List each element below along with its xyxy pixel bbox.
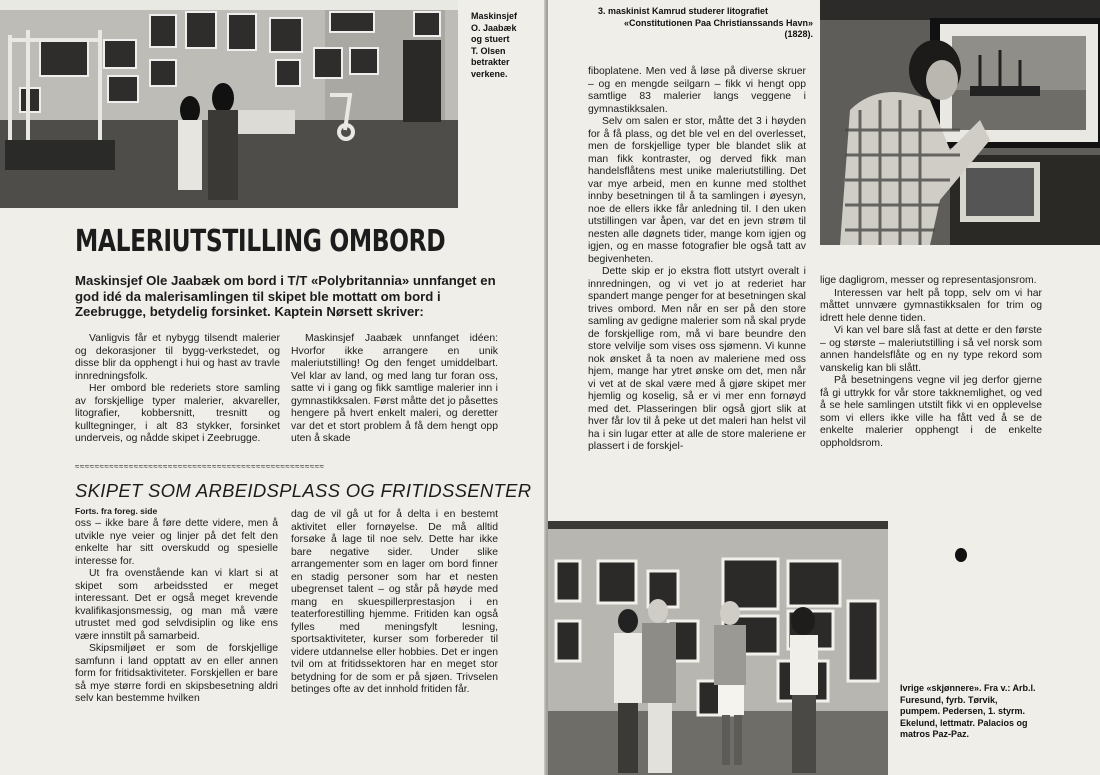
caption-line: T. Olsen: [471, 45, 506, 56]
caption-line: (1828).: [784, 29, 813, 39]
right-column-1: [588, 66, 806, 454]
article-column-3: [75, 518, 278, 706]
paragraph: oss – ikke bare å føre dette videre, men å utvikle nye veier og linjer på det felt den enkelte har sitt overskudd og spesielle interesse for.: [75, 518, 278, 567]
lithograph-photo: [820, 0, 1100, 245]
article-column-4: [291, 509, 498, 697]
right-page: [548, 0, 1100, 775]
article-headline: MALERIUTSTILLING OMBORD: [75, 224, 446, 259]
bullet-dot: [955, 548, 967, 562]
continued-label: Forts. fra foreg. side: [75, 506, 158, 516]
top-caption: [598, 6, 813, 41]
section-subhead: SKIPET SOM ARBEIDSPLASS OG FRITIDSSENTER: [75, 480, 532, 501]
paragraph: Vanligvis får et nybygg tilsendt malerier og dekorasjoner til bygg-verkstedet, og disse blir da opphengt i hui og hast av travle innredningsfolk.: [75, 333, 280, 382]
caption-line: verkene.: [471, 68, 508, 79]
caption-line: O. Jaabæk: [471, 22, 517, 33]
right-column-2: [820, 275, 1042, 450]
caption-line: matros Paz-Paz.: [900, 729, 970, 739]
ornamental-divider: ≈≈≈≈≈≈≈≈≈≈≈≈≈≈≈≈≈≈≈≈≈≈≈≈≈≈≈≈≈≈≈≈≈≈≈≈≈≈≈≈≈≈≈≈≈≈≈≈≈≈≈: [75, 463, 325, 471]
caption-line: pumpem. Pedersen, 1. styrm.: [900, 706, 1026, 716]
paragraph: Interessen var helt på topp, selv om vi har måttet unnvære gymnastikksalen for trim og idrett hele denne tiden.: [820, 287, 1042, 324]
crew-viewing-photo: [548, 521, 888, 775]
paragraph: dag de vil gå ut for å delta i en bestemt aktivitet eller fornøyelse. De må alltid forsøke å lage til noe selv. Dette har ikke bare negative sider. Under slike arrangementer som en lager om bord finner en stadig personer som har et nesten ubegrenset talent – og står på høyde med mang en skuespillerprestasjon i en teaterforestilling hjemme. Fritiden kan også fylles med meningsfylt lesning, sportsaktiviteter, kurser som forbereder til videre utdannelse eller hobbies. Det er ingen tvil om at fritidssektoren har en meget stor betydning for de som er på sjøen. Trivselen betinges ofte av det innhold fritiden får.: [291, 509, 498, 695]
article-column-2: [291, 333, 498, 446]
paragraph: Her ombord ble rederiets store samling av forskjellige typer malerier, akvareller, litografier, kobbersnitt, tresnitt og kulltegninger, i alt 83 stykker, forsinket underveis, og nådde skipet i Zeebrugge.: [75, 383, 280, 444]
caption-line: og stuert: [471, 34, 510, 44]
caption-line: Maskinsjef: [471, 11, 518, 21]
caption-line: Furesund, fyrb. Tørvik,: [900, 694, 998, 705]
gym-exhibition-photo: [0, 0, 458, 208]
paragraph: På besetningens vegne vil jeg derfor gjerne få gi uttrykk for vår store takknemlighet, og ved å se hele samlingen utstilt fikk vi en opplevelse som vi ellers ikke ville ha fått ved å se de enkelte malerier opphengt i de enkelte oppholdsrom.: [820, 375, 1042, 449]
paragraph: Vi kan vel bare slå fast at dette er den første – og største – maleriutstilling i så vel norsk som annen handelsflåte og en ny type rekord som vanskelig kan bli slått.: [820, 325, 1042, 374]
article-lead: Maskinsjef Ole Jaabæk om bord i T/T «Polybritannia» unnfanget en god idé da malerisamlingen til skipet ble mottatt om bord i Zeebrugge, betydelig forsinket. Kaptein Nørsett skriver:: [75, 273, 496, 319]
left-page: [0, 0, 546, 775]
paragraph: Selv om salen er stor, måtte det 3 i høyden for å få plass, og det ble vel en del overlesset, men de forskjellige typer ble blandet slik at man fikk kontraster, og derved fikk man handelsflåtens mest unike maleriutstilling. Det var mye arbeid, men en kunne med stolthet innby besetningen til å ta samlingen i øyesyn, noe de ellers ikke får anledning til. I den uken utstillingen var åpen, var det en jevn strøm til nesten alle døgnets tider, mange kom igjen og igjen, og en masse fotografier ble også tatt av begivenheten.: [588, 116, 806, 265]
top-photo-caption: [471, 11, 543, 80]
bottom-photo-caption: [900, 683, 1090, 741]
caption-line: 3. maskinist Kamrud studerer litografiet: [598, 6, 769, 16]
article-column-1: [75, 333, 280, 446]
caption-line: Ivrige «skjønnere». Fra v.: Arb.l.: [900, 683, 1036, 693]
caption-line: betrakter: [471, 57, 510, 67]
paragraph: Skipsmiljøet er som de forskjellige samfunn i land opptatt av en eller annen form for fritidsaktiviteter. Forskjellen er bare så mye større fordi en skipsbesetning aldri selv kan bestemme hvilken: [75, 643, 278, 704]
caption-line: Ekelund, lettmatr. Palacios og: [900, 717, 1028, 728]
caption-line: «Constitutionen Paa Christianssands Havn»: [623, 17, 813, 28]
paragraph: fiboplatene. Men ved å løse på diverse skruer – og en mengde seilgarn – fikk vi hengt opp samtlige 83 malerier langs veggene i gymnastikksalen.: [588, 66, 806, 115]
paragraph: lige dagligrom, messer og representasjonsrom.: [820, 275, 1037, 286]
paragraph: Ut fra ovenstående kan vi klart si at skipet som arbeidssted er meget interessant. Det er også meget krevende kvalifikasjonsmessig, og man må være utrustet med god selvdisiplin og like ens være innstilt på samarbeid.: [75, 568, 278, 642]
paragraph: Maskinsjef Jaabæk unnfanget idéen: Hvorfor ikke arrangere en unik maleriutstilling! Og den fenget umiddelbart. Vel klar av land, og med lang tur foran oss, satte vi i gang og fikk samtlige malerier inn i gymnastikksalen. Først måtte det jo påsettes hengere på hvert enkelt maleri, og deretter var det et stort problem å få dem hengt opp uten å skade: [291, 333, 498, 444]
paragraph: Dette skip er jo ekstra flott utstyrt overalt i innredningen, og vi vet jo at rederiet har spandert mange penger for at besetningen skal trives ombord. Men når en ser på den store samling av gedigne malerier som nå skal pryde de forskjellige rom, må vi bare beundre den store velvilje som vises oss sjømenn. Vi kunne nok ønsket å ta noen av maleriene med oss hjem, mange har ytret ønske om det, men når vi vet at de skal være med å gjøre skipet mer hjemlig og koselig, så er vi mer enn fornøyd med det. Plasseringen blir også gjort slik at hver får lov til å peke ut det maleri han helst vil ha i sin lugar etter at alle de store maleriene er plassert i de forskjel-: [588, 266, 806, 452]
